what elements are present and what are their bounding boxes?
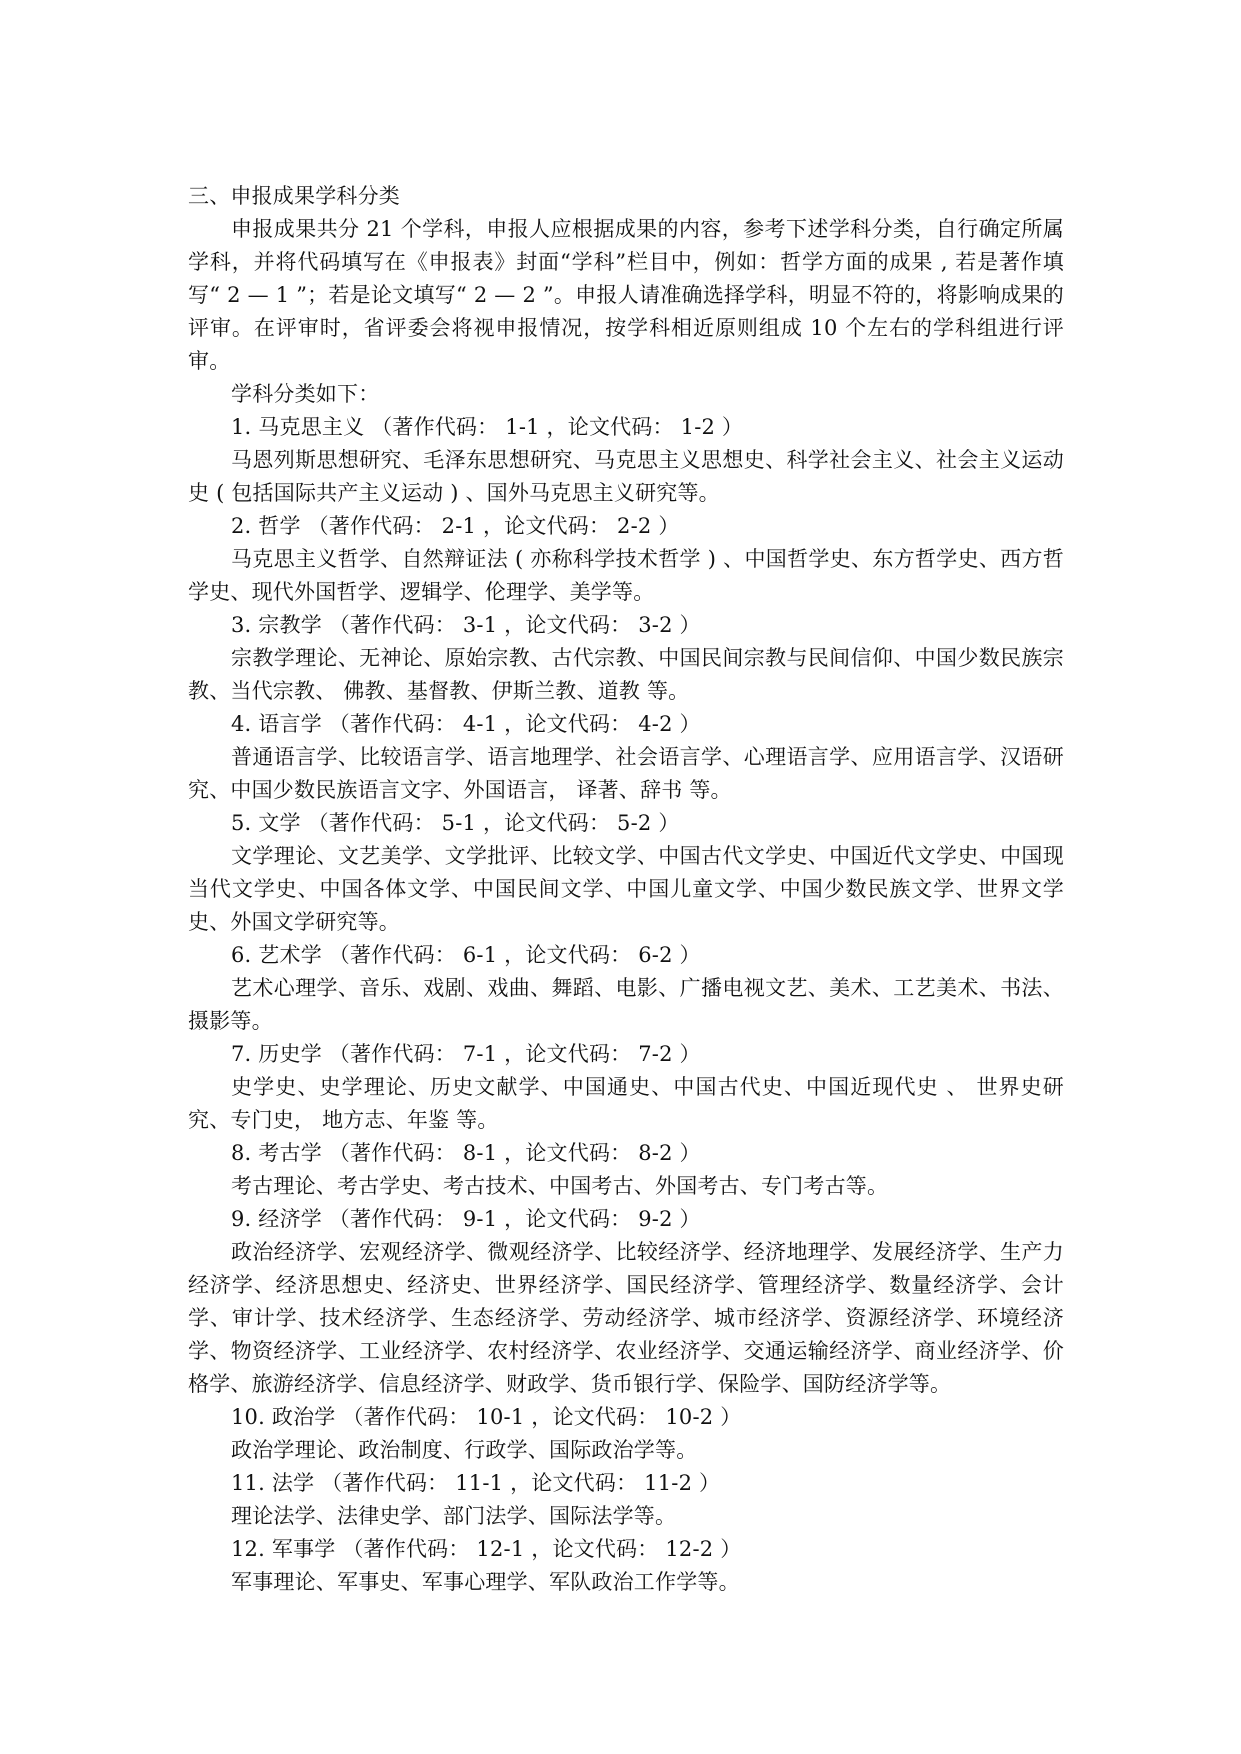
discipline-title: 6. 艺术学 （著作代码： 6-1 ，论文代码： 6-2 ） [231, 943, 701, 967]
discipline-description: 军事理论、军事史、军事心理学、军队政治工作学等。 [231, 1570, 740, 1594]
discipline-description: 政治学理论、政治制度、行政学、国际政治学等。 [231, 1438, 698, 1462]
discipline-description: 政治经济学、宏观经济学、微观经济学、比较经济学、经济地理学、发展经济学、生产力经济学、经济思想史、经济史、世界经济学、国民经济学、管理经济学、数量经济学、会计学、审计学、技术经济学、生态经济学、劳动经济学、城市经济学、资源经济学、环境经济学、物资经济学、工业经济学、农村经济学、农业经济学、交通运输经济学、商业经济学、价格学、旅游经济学、信息经济学、财政学、货币银行学、保险学、国防经济学等。 [188, 1240, 1064, 1396]
discipline-title: 10. 政治学 （著作代码： 10-1 ，论文代码： 10-2 ） [231, 1405, 742, 1429]
discipline-title: 1. 马克思主义 （著作代码： 1-1 ，论文代码： 1-2 ） [231, 415, 744, 439]
document-page [188, 180, 1064, 1599]
list-intro: 学科分类如下： [231, 382, 380, 406]
discipline-title: 7. 历史学 （著作代码： 7-1 ，论文代码： 7-2 ） [231, 1042, 701, 1066]
discipline-description: 马恩列斯思想研究、毛泽东思想研究、马克思主义思想史、科学社会主义、社会主义运动史 ( 包括国际共产主义运动 ) 、国外马克思主义研究等。 [188, 448, 1064, 505]
discipline-title: 11. 法学 （著作代码： 11-1 ，论文代码： 11-2 ） [231, 1471, 721, 1495]
discipline-description: 普通语言学、比较语言学、语言地理学、社会语言学、心理语言学、应用语言学、汉语研究、中国少数民族语言文字、外国语言， 译著、辞书 等。 [188, 745, 1064, 802]
discipline-title: 5. 文学 （著作代码： 5-1 ，论文代码： 5-2 ） [231, 811, 680, 835]
discipline-description: 史学史、史学理论、历史文献学、中国通史、中国古代史、中国近现代史 、 世界史研究、专门史， 地方志、年鉴 等。 [188, 1075, 1064, 1132]
discipline-description: 艺术心理学、音乐、戏剧、戏曲、舞蹈、电影、广播电视文艺、美术、工艺美术、书法、摄影等。 [188, 976, 1064, 1033]
discipline-title: 8. 考古学 （著作代码： 8-1 ，论文代码： 8-2 ） [231, 1141, 701, 1165]
discipline-description: 文学理论、文艺美学、文学批评、比较文学、中国古代文学史、中国近代文学史、中国现当代文学史、中国各体文学、中国民间文学、中国儿童文学、中国少数民族文学、世界文学史、外国文学研究等。 [188, 844, 1064, 934]
intro-paragraph: 申报成果共分 21 个学科，申报人应根据成果的内容，参考下述学科分类，自行确定所属学科，并将代码填写在《申报表》封面“学科”栏目中，例如：哲学方面的成果 , 若是著作填写“ 2 — 1 ”；若是论文填写“ 2 — 2 ”。申报人请准确选择学科，明显不符的，将影响成果的评审。在评审时，省评委会将视申报情况，按学科相近原则组成 10 个左右的学科组进行评审。 [188, 217, 1064, 373]
discipline-description: 马克思主义哲学、自然辩证法 ( 亦称科学技术哲学 ) 、中国哲学史、东方哲学史、西方哲学史、现代外国哲学、逻辑学、伦理学、美学等。 [188, 547, 1064, 604]
discipline-title: 9. 经济学 （著作代码： 9-1 ，论文代码： 9-2 ） [231, 1207, 701, 1231]
discipline-description: 考古理论、考古学史、考古技术、中国考古、外国考古、专门考古等。 [231, 1174, 889, 1198]
discipline-description: 理论法学、法律史学、部门法学、国际法学等。 [231, 1504, 677, 1528]
discipline-description: 宗教学理论、无神论、原始宗教、古代宗教、中国民间宗教与民间信仰、中国少数民族宗教、当代宗教、 佛教、基督教、伊斯兰教、道教 等。 [188, 646, 1064, 703]
section-title: 三、申报成果学科分类 [188, 184, 400, 208]
discipline-title: 2. 哲学 （著作代码： 2-1 ，论文代码： 2-2 ） [231, 514, 680, 538]
discipline-title: 4. 语言学 （著作代码： 4-1 ，论文代码： 4-2 ） [231, 712, 701, 736]
discipline-title: 12. 军事学 （著作代码： 12-1 ，论文代码： 12-2 ） [231, 1537, 742, 1561]
discipline-title: 3. 宗教学 （著作代码： 3-1 ，论文代码： 3-2 ） [231, 613, 701, 637]
